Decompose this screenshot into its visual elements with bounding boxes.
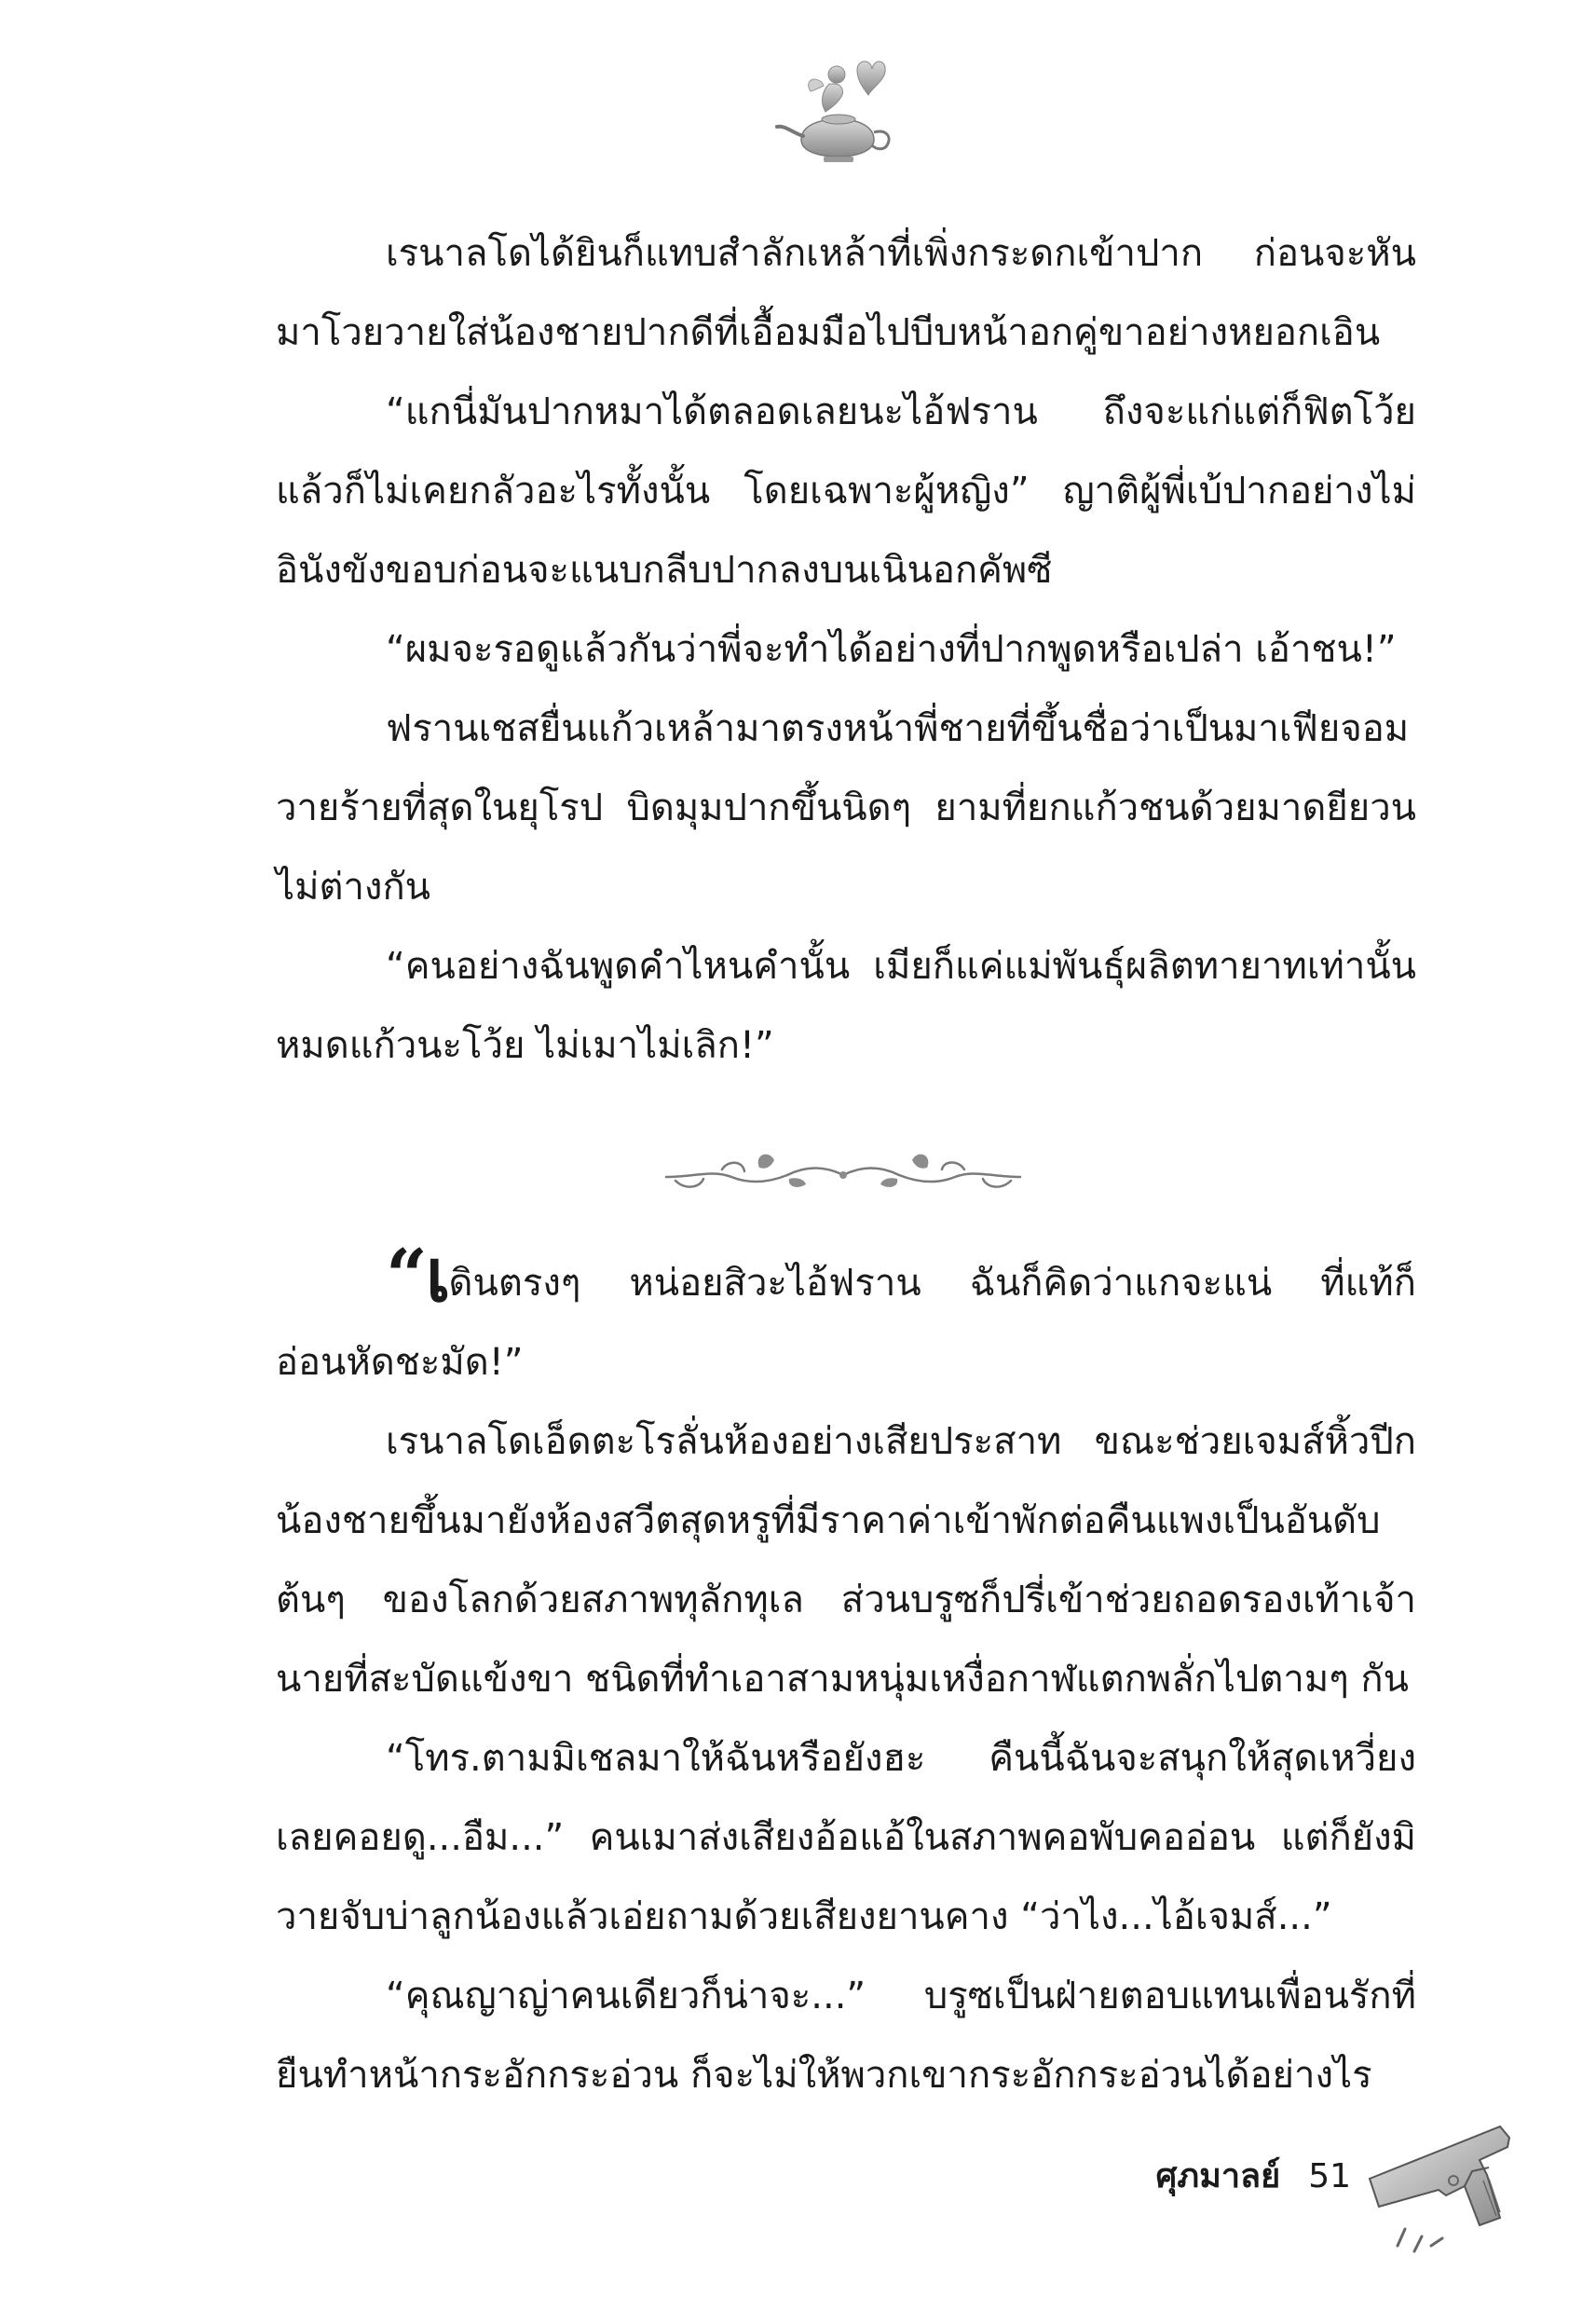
pistol-icon xyxy=(1360,2106,1528,2264)
paragraph: “คนอย่างฉันพูดคำไหนคำนั้น เมียก็แค่แม่พันธุ์ผลิตทายาทเท่านั้นหมดแก้วนะโว้ย ไม่เมาไม่เลิก!” xyxy=(276,945,1416,1067)
dropcap-paragraph-text: ดินตรงๆ หน่อยสิวะไอ้ฟราน ฉันก็คิดว่าแกจะแน่ ที่แท้ก็อ่อนหัดชะมัด!” xyxy=(276,1262,1416,1384)
page-number: 51 xyxy=(1308,2157,1351,2195)
floral-divider-icon xyxy=(657,1142,1030,1207)
paragraph: “ผมจะรอดูแล้วกันว่าพี่จะทำได้อย่างที่ปากพูดหรือเปล่า เอ้าชน!” xyxy=(386,628,1397,671)
section-a-text xyxy=(276,214,1416,1086)
section-b-text xyxy=(276,1234,1416,2115)
paragraph: “คุณญาญ่าคนเดียวก็น่าจะ...” บรูซเป็นฝ่ายตอบแทนเพื่อนรักที่ยืนทำหน้ากระอักกระอ่วน ก็จะไม่ให้พวกเขากระอักกระอ่วนได้อย่างไร xyxy=(276,1975,1416,2097)
author-name: ศุภมาลย์ xyxy=(1155,2157,1281,2195)
cupid-teapot-ornament-icon xyxy=(764,47,904,186)
paragraph: ฟรานเชสยื่นแก้วเหล้ามาตรงหน้าพี่ชายที่ขึ้นชื่อว่าเป็นมาเฟียจอมวายร้ายที่สุดในยุโรป บิดมุมปากขึ้นนิดๆ ยามที่ยกแก้วชนด้วยมาดยียวนไม่ต่างกัน xyxy=(276,707,1416,909)
drop-cap: “เ xyxy=(386,1234,449,1319)
dropcap-paragraph xyxy=(276,1234,1416,1402)
paragraph: “โทร.ตามมิเชลมาให้ฉันหรือยังฮะ คืนนี้ฉันจะสนุกให้สุดเหวี่ยงเลยคอยดู...อืม...” คนเมาส่งเสียงอ้อแอ้ในสภาพคอพับคออ่อน แต่ก็ยังมิวายจับบ่าลูกน้องแล้วเอ่ยถามด้วยเสียงยานคาง “ว่าไง...ไอ้เจมส์...” xyxy=(276,1737,1416,1938)
paragraph: เรนาลโดได้ยินก็แทบสำลักเหล้าที่เพิ่งกระดกเข้าปาก ก่อนจะหันมาโวยวายใส่น้องชายปากดีที่เอื้อมมือไปบีบหน้าอกคู่ขาอย่างหยอกเอิน xyxy=(276,232,1416,354)
page-footer xyxy=(1044,2149,1351,2205)
paragraph: เรนาลโดเอ็ดตะโรลั่นห้องอย่างเสียประสาท ขณะช่วยเจมส์หิ้วปีกน้องชายขึ้นมายังห้องสวีตสุดหรูที่มีราคาค่าเข้าพักต่อคืนแพงเป็นอันดับต้นๆ ของโลกด้วยสภาพทุลักทุเล ส่วนบรูซก็ปรี่เข้าช่วยถอดรองเท้าเจ้านายที่สะบัดแข้งขา ชนิดที่ทำเอาสามหนุ่มเหงื่อกาฬแตกพลั่กไปตามๆ กัน xyxy=(276,1420,1416,1701)
paragraph: “แกนี่มันปากหมาได้ตลอดเลยนะไอ้ฟราน ถึงจะแก่แต่ก็ฟิตโว้ยแล้วก็ไม่เคยกลัวอะไรทั้งนั้น โดยเฉพาะผู้หญิง” ญาติผู้พี่เบ้ปากอย่างไม่อินังขังขอบก่อนจะแนบกลีบปากลงบนเนินอกคัพซี xyxy=(276,390,1416,592)
